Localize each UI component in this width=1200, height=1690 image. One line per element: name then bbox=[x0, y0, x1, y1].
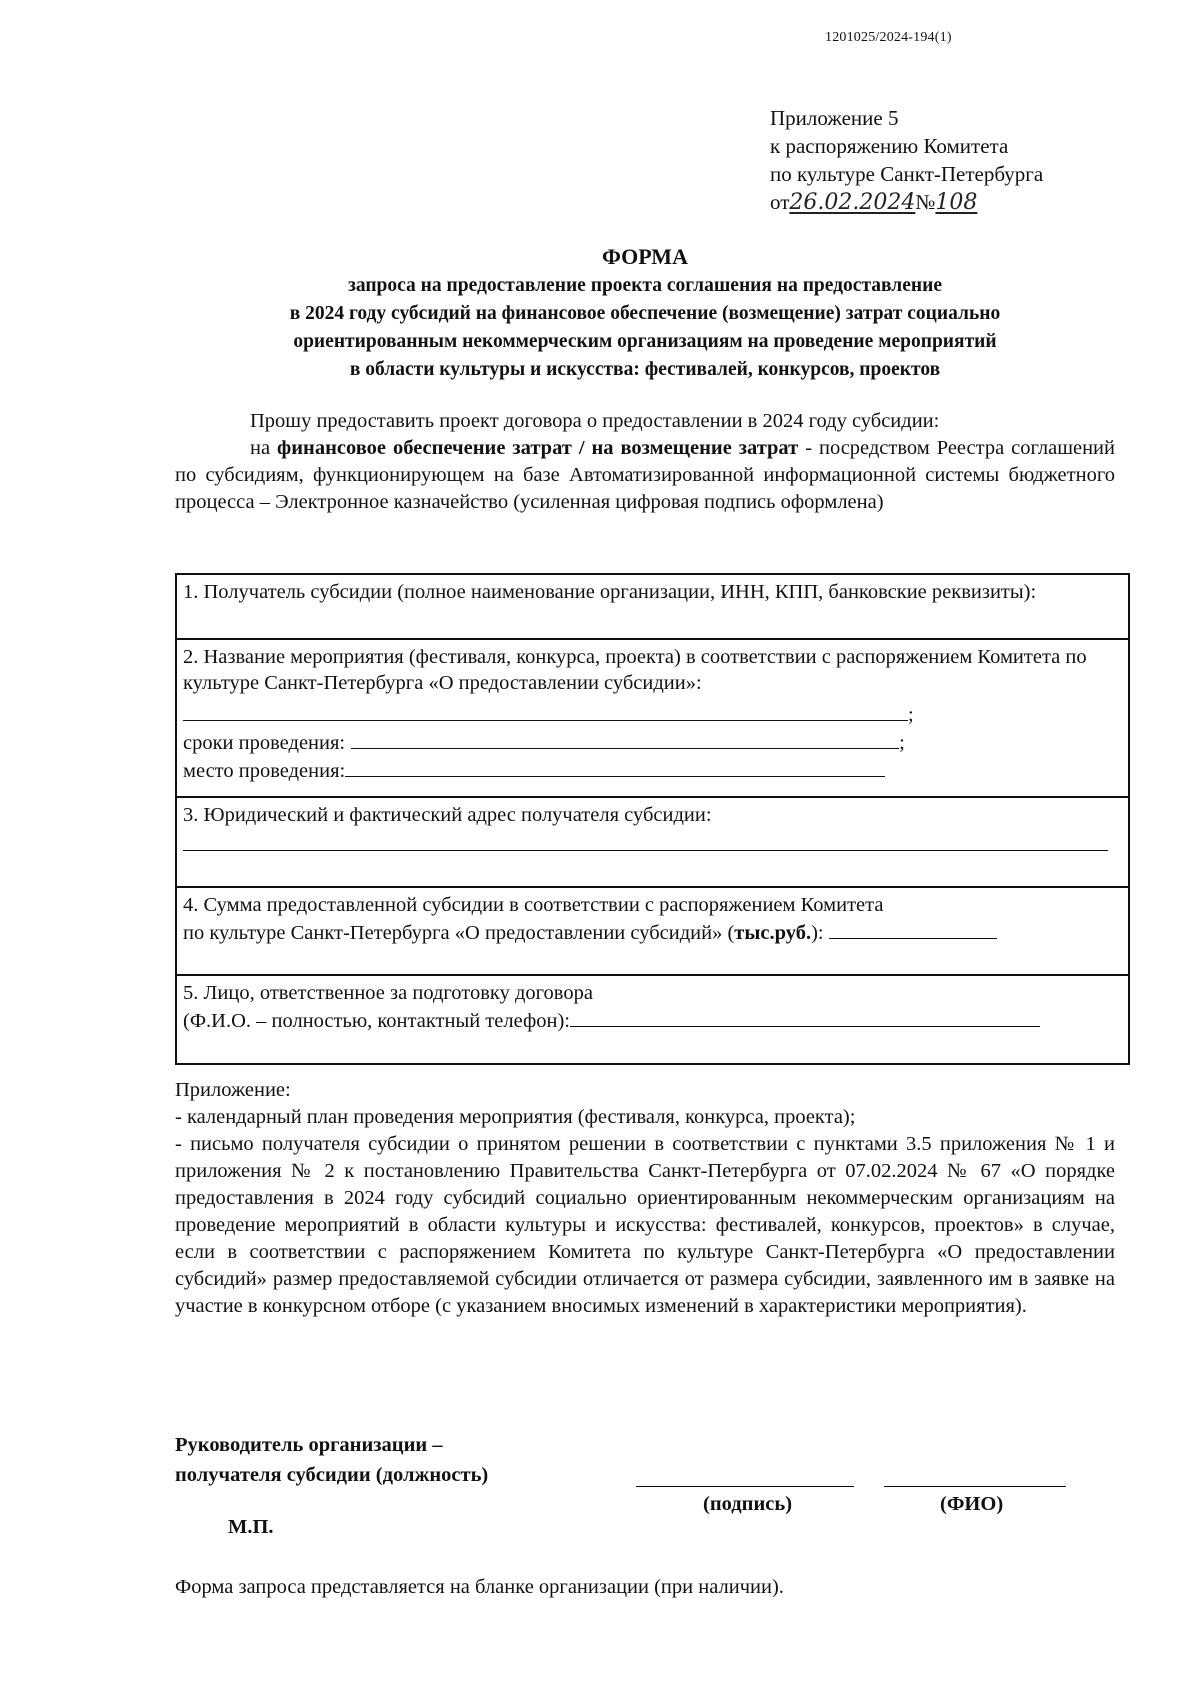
attachment-item-2: - письмо получателя субсидии о принятом решении в соответствии с пунктами 3.5 приложения № 1 и приложения № 2 к постановлению Правительства Санкт-Петербурга от 07.02.2024 № 67 «О порядке предоставления в 2024 году субсидий социально ориентированным некоммерческим организациям на проведение мероприятий в области культуры и искусства: фестивалей, конкурсов, проектов» в случае, если в соответствии с распоряжением Комитета по культуре Санкт-Петербурга «О предоставлении субсидий» размер предоставляемой субсидии отличается от размера субсидии, заявленного им в заявке на участие в конкурсном отборе (с указанием вносимых изменений в характеристики мероприятия). bbox=[175, 1133, 1115, 1317]
intro-line-1: Прошу предоставить проект договора о предоставлении в 2024 году субсидии: bbox=[250, 410, 940, 432]
intro-p2-rest: - посредством Реестра соглашений по субсидиям, функционирующем на базе Автоматизированной информационной системы бюджетного процесса – Электронное казначейство (усиленная цифровая подпись оформлена) bbox=[175, 437, 1115, 513]
amount-unit: тыс.руб. bbox=[734, 922, 812, 944]
attachment-item-1: - календарный план проведения мероприятия (фестиваля, конкурса, проекта); bbox=[175, 1106, 856, 1128]
fio-line[interactable] bbox=[884, 1486, 1066, 1487]
request-table bbox=[175, 573, 1130, 1065]
form-title: ФОРМА bbox=[602, 244, 688, 269]
address-field[interactable] bbox=[183, 828, 1108, 851]
subtitle-line-1: запроса на предоставление проекта соглашения на предоставление bbox=[347, 275, 943, 296]
signature-head-line-1: Руководитель организации – bbox=[175, 1434, 443, 1456]
amount-label-2: по культуре Санкт-Петербурга «О предоставлении субсидий» ( bbox=[183, 922, 735, 944]
date-prefix: от bbox=[770, 190, 790, 214]
request-intro bbox=[175, 408, 1115, 516]
appendix-line-1: Приложение 5 bbox=[770, 106, 899, 130]
event-label: 2. Название мероприятия (фестиваля, конкурса, проекта) в соответствии с распоряжением Комитета по культуре Санкт-Петербурга «О предоставлении субсидии»: bbox=[183, 646, 1087, 694]
stamp-place: М.П. bbox=[228, 1516, 274, 1538]
responsible-line-2 bbox=[183, 1006, 1122, 1034]
table-row-responsible bbox=[177, 976, 1128, 1063]
amount-field[interactable] bbox=[829, 918, 997, 939]
intro-paragraph-2 bbox=[175, 435, 1115, 516]
event-place-line bbox=[183, 756, 1122, 784]
signature-head-line-2: получателя субсидии (должность) bbox=[175, 1464, 489, 1486]
semicolon-1: ; bbox=[908, 704, 914, 726]
handwritten-date: 26.02.2024 bbox=[789, 190, 916, 215]
appendix-block bbox=[770, 104, 1043, 217]
table-row-event bbox=[177, 640, 1128, 798]
amount-line-2 bbox=[183, 918, 1122, 946]
appendix-line-3: по культуре Санкт-Петербурга bbox=[770, 162, 1044, 186]
semicolon-2: ; bbox=[899, 732, 905, 754]
responsible-field[interactable] bbox=[570, 1006, 1040, 1027]
event-dates-label: сроки проведения: bbox=[183, 732, 346, 754]
subtitle-line-3: ориентированным некоммерческим организациям на проведение мероприятий bbox=[293, 331, 997, 352]
intro-p2-start: на bbox=[250, 437, 278, 459]
footer-note: Форма запроса представляется на бланке организации (при наличии). bbox=[175, 1576, 784, 1598]
subtitle-line-4: в области культуры и искусства: фестивалей, конкурсов, проектов bbox=[349, 359, 941, 380]
attachments-block bbox=[175, 1077, 1115, 1320]
table-row-recipient bbox=[177, 575, 1128, 640]
event-place-field[interactable] bbox=[345, 756, 885, 777]
appendix-date-line bbox=[770, 188, 1043, 217]
event-dates-field[interactable] bbox=[351, 728, 899, 749]
signature-line[interactable] bbox=[636, 1486, 854, 1487]
responsible-label-2: (Ф.И.О. – полностью, контактный телефон): bbox=[183, 1010, 570, 1032]
table-row-address bbox=[177, 798, 1128, 888]
handwritten-number: 108 bbox=[935, 190, 978, 215]
address-label: 3. Юридический и фактический адрес получателя субсидии: bbox=[183, 804, 712, 826]
intro-p2-bold: финансовое обеспечение затрат / на возмещение затрат bbox=[277, 437, 799, 459]
event-dates-line bbox=[183, 728, 1122, 756]
appendix-line-2: к распоряжению Комитета bbox=[770, 134, 1009, 158]
subtitle-line-2: в 2024 году субсидий на финансовое обеспечение (возмещение) затрат социально bbox=[289, 303, 1001, 324]
event-name-line bbox=[183, 700, 1122, 728]
recipient-label: 1. Получатель субсидии (полное наименование организации, ИНН, КПП, банковские реквизиты): bbox=[183, 581, 1037, 603]
responsible-label-1: 5. Лицо, ответственное за подготовку договора bbox=[183, 982, 593, 1004]
signature-head bbox=[175, 1430, 488, 1490]
number-prefix: № bbox=[915, 190, 936, 214]
amount-label-1: 4. Сумма предоставленной субсидии в соответствии с распоряжением Комитета bbox=[183, 894, 884, 916]
table-row-amount bbox=[177, 888, 1128, 976]
amount-label-3: ): bbox=[811, 922, 824, 944]
attachments-heading: Приложение: bbox=[175, 1079, 291, 1101]
fio-label: (ФИО) bbox=[940, 1493, 1004, 1515]
form-subtitle bbox=[175, 272, 1115, 384]
event-name-field[interactable] bbox=[183, 700, 908, 721]
signature-label: (подпись) bbox=[703, 1493, 793, 1515]
document-number: 1201025/2024-194(1) bbox=[825, 30, 952, 45]
event-place-label: место проведения: bbox=[183, 760, 346, 782]
